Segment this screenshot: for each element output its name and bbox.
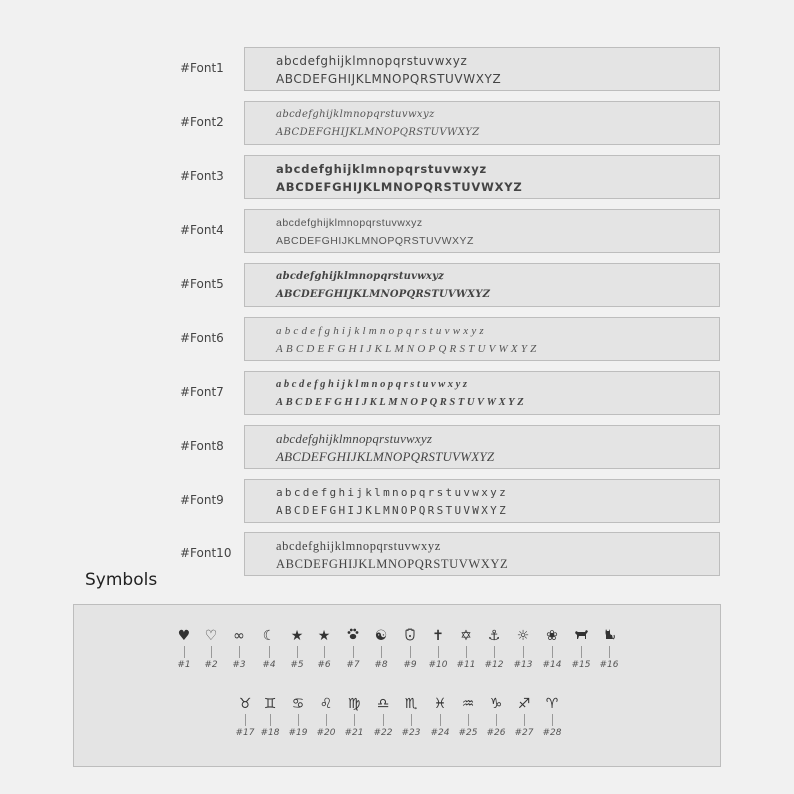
symbol-number: #5 (290, 660, 304, 670)
font-sample-box (244, 263, 720, 307)
symbol-item (596, 627, 622, 670)
hamsa-hand-icon (397, 627, 423, 645)
star-icon: ★ (290, 628, 304, 644)
symbol-number: #28 (542, 728, 562, 738)
font-sample-uppercase: ABCDEFGHIJKLMNOPQRSTUVWXYZ (276, 504, 508, 517)
symbol-number: #22 (373, 728, 393, 738)
symbol-number: #13 (513, 660, 533, 670)
symbol-item (284, 627, 310, 670)
font-label: #Font1 (180, 61, 224, 75)
font-row-4 (0, 209, 794, 253)
libra-icon: ♎ (376, 696, 390, 712)
font-sample-uppercase: ABCDEFGHIJKLMNOPQRSTUVWXYZ (276, 180, 523, 194)
symbol-item (425, 627, 451, 670)
symbol-number: #23 (401, 728, 421, 738)
cross-icon: ✝ (432, 628, 444, 644)
symbol-item (483, 695, 509, 738)
star-small-icon: ★ (317, 628, 331, 644)
font-row-2 (0, 101, 794, 145)
font-sample-box (244, 479, 720, 523)
symbol-number: #20 (316, 728, 336, 738)
sun-icon: ☼ (516, 628, 530, 644)
gemini-icon: ♊ (263, 696, 277, 712)
font-label: #Font9 (180, 493, 224, 507)
symbol-number: #6 (317, 660, 331, 670)
font-sample-box (244, 47, 720, 91)
font-sample-uppercase: ABCDEFGHIJKLMNOPQRSTUVWXYZ (276, 72, 502, 86)
symbol-number: #9 (403, 660, 417, 670)
symbol-item (539, 695, 565, 738)
heart-outline-icon: ♡ (204, 628, 218, 644)
symbol-number: #12 (484, 660, 504, 670)
virgo-icon: ♍ (347, 696, 361, 712)
symbol-number: #2 (204, 660, 218, 670)
symbol-item (455, 695, 481, 738)
symbol-item (341, 695, 367, 738)
symbol-item (198, 627, 224, 670)
symbol-number: #26 (486, 728, 506, 738)
symbol-item (370, 695, 396, 738)
font-label: #Font3 (180, 169, 224, 183)
capricorn-icon: ♑ (489, 696, 503, 712)
aquarius-icon: ♒ (461, 696, 475, 712)
symbol-number: #4 (262, 660, 276, 670)
pisces-icon: ♓ (433, 696, 447, 712)
font-sample-lowercase: abcdefghijklmnopqrstuvwxyz (276, 271, 444, 282)
symbol-item (340, 627, 366, 670)
font-sample-uppercase: ABCDEFGHIJKLMNOPQRSTUVWXYZ (276, 449, 495, 464)
anchor-icon: ⚓ (487, 628, 501, 644)
star-of-david-icon: ✡ (460, 628, 472, 644)
symbol-number: #3 (232, 660, 246, 670)
symbol-number: #19 (288, 728, 308, 738)
symbol-item (510, 627, 536, 670)
font-sample-box (244, 371, 720, 415)
symbol-item (226, 627, 252, 670)
symbol-item (539, 627, 565, 670)
font-row-5 (0, 263, 794, 307)
leo-icon: ♌ (319, 696, 333, 712)
font-label: #Font2 (180, 115, 224, 129)
font-label: #Font7 (180, 385, 224, 399)
symbol-item (311, 627, 337, 670)
font-label: #Font5 (180, 277, 224, 291)
font-row-8 (0, 425, 794, 469)
symbol-number: #1 (177, 660, 191, 670)
font-sample-uppercase: ABCDEFGHIJKLMNOPQRSTUVWXYZ (276, 557, 509, 571)
font-row-3 (0, 155, 794, 199)
font-sample-box (244, 209, 720, 253)
font-sample-lowercase: abcdefghijklmnopqrstuvwxyz (276, 539, 441, 553)
font-sample-lowercase: abcdefghijklmnopqrstuvwxyz (276, 325, 487, 337)
symbol-item (453, 627, 479, 670)
symbol-item (481, 627, 507, 670)
paw-icon (340, 627, 366, 645)
symbol-number: #14 (542, 660, 562, 670)
symbol-item (568, 627, 594, 670)
symbol-number: #15 (571, 660, 591, 670)
symbols-heading: Symbols (85, 570, 158, 590)
symbol-number: #8 (374, 660, 388, 670)
symbol-item (398, 695, 424, 738)
font-sample-lowercase: abcdefghijklmnopqrstuvwxyz (276, 486, 508, 499)
font-sample-box (244, 425, 720, 469)
font-sample-uppercase: ABCDEFGHIJKLMNOPQRSTUVWXYZ (276, 289, 491, 300)
font-sample-lowercase: abcdefghijklmnopqrstuvwxyz (276, 162, 487, 176)
cat-icon (596, 627, 622, 645)
yin-yang-icon: ☯ (374, 628, 388, 644)
font-sample-lowercase: abcdefghijklmnopqrstuvwxyz (276, 379, 470, 390)
font-sample-uppercase: ABCDEFGHIJKLMNOPQRSTUVWXYZ (276, 127, 480, 138)
symbol-number: #24 (430, 728, 450, 738)
font-sample-lowercase: abcdefghijklmnopqrstuvwxyz (276, 217, 423, 229)
symbol-number: #11 (456, 660, 476, 670)
infinity-icon: ∞ (233, 628, 245, 644)
symbol-item (511, 695, 537, 738)
font-label: #Font8 (180, 439, 224, 453)
dog-icon (568, 627, 594, 645)
symbol-number: #7 (346, 660, 360, 670)
moon-icon: ☾ (262, 628, 276, 644)
font-sample-box (244, 101, 720, 145)
sagittarius-icon: ♐ (517, 696, 531, 712)
symbol-number: #18 (260, 728, 280, 738)
font-sample-lowercase: abcdefghijklmnopqrstuvwxyz (276, 54, 468, 68)
symbol-number: #10 (428, 660, 448, 670)
font-label: #Font6 (180, 331, 224, 345)
symbol-number: #27 (514, 728, 534, 738)
font-sample-uppercase: ABCDEFGHIJKLMNOPQRSTUVWXYZ (276, 235, 474, 247)
symbol-item (397, 627, 423, 670)
symbol-item (313, 695, 339, 738)
font-row-7 (0, 371, 794, 415)
lotus-icon: ❀ (546, 628, 558, 644)
symbol-item (232, 695, 258, 738)
symbol-number: #25 (458, 728, 478, 738)
symbol-item (368, 627, 394, 670)
font-row-9 (0, 479, 794, 523)
symbol-number: #21 (344, 728, 364, 738)
font-sample-box (244, 532, 720, 576)
symbol-number: #17 (235, 728, 255, 738)
symbol-item (285, 695, 311, 738)
symbol-item (171, 627, 197, 670)
font-sample-lowercase: abcdefghijklmnopqrstuvwxyz (276, 109, 435, 120)
font-label: #Font4 (180, 223, 224, 237)
aries-icon: ♈ (545, 696, 559, 712)
symbol-item (256, 627, 282, 670)
font-row-1 (0, 47, 794, 91)
font-sample-box (244, 317, 720, 361)
font-sample-uppercase: ABCDEFGHIJKLMNOPQRSTUVWXYZ (276, 343, 540, 355)
symbol-number: #16 (599, 660, 619, 670)
font-row-6 (0, 317, 794, 361)
scorpio-icon: ♏ (404, 696, 418, 712)
font-label: #Font10 (180, 546, 232, 560)
heart-filled-icon: ♥ (177, 628, 191, 644)
font-sample-box (244, 155, 720, 199)
taurus-icon: ♉ (238, 696, 252, 712)
font-sample-uppercase: ABCDEFGHIJKLMNOPQRSTUVWXYZ (276, 397, 527, 408)
font-sample-lowercase: abcdefghijklmnopqrstuvwxyz (276, 431, 433, 446)
symbols-panel (73, 604, 721, 767)
symbol-item (427, 695, 453, 738)
cancer-icon: ♋ (291, 696, 305, 712)
symbol-item (257, 695, 283, 738)
